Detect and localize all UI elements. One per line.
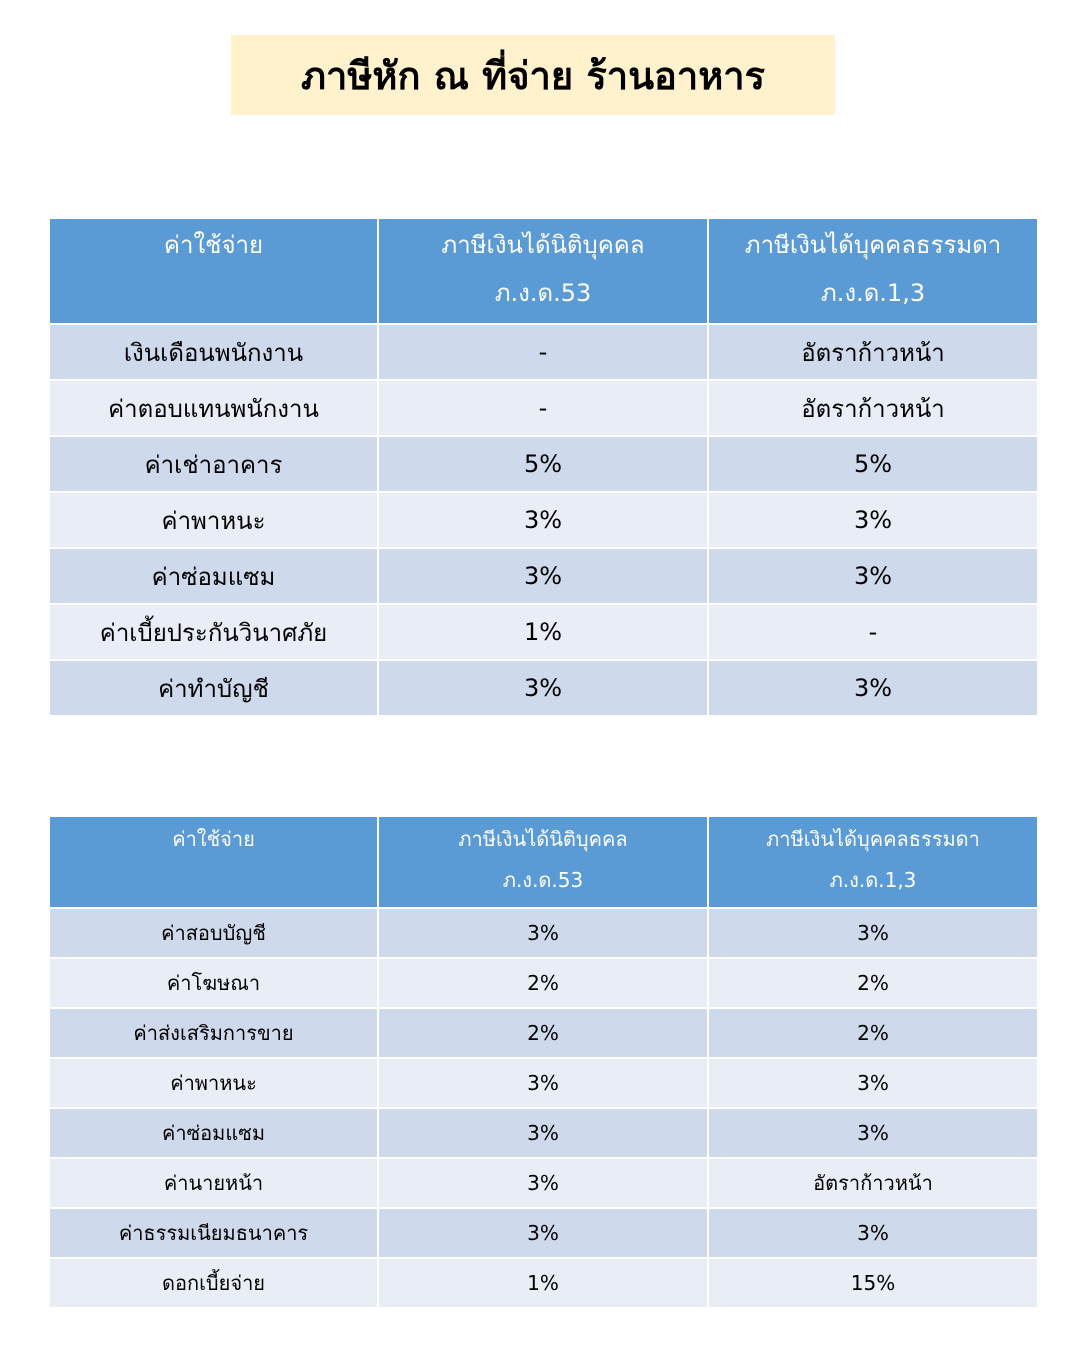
- header-expense: [49, 816, 378, 908]
- header-corporate-tax: [378, 816, 708, 908]
- table-row: [49, 604, 1038, 660]
- expense-cell: ค่าส่งเสริมการขาย: [49, 1008, 378, 1058]
- personal-rate-cell: 3%: [708, 908, 1038, 958]
- corporate-rate-cell: 3%: [378, 548, 708, 604]
- header-form: ภ.ง.ด.53: [502, 868, 584, 892]
- expense-cell: ค่าพาหนะ: [49, 1058, 378, 1108]
- corporate-rate-cell: 3%: [378, 1208, 708, 1258]
- withholding-tax-table-2: [48, 815, 1039, 1309]
- expense-cell: ค่านายหน้า: [49, 1158, 378, 1208]
- personal-rate-cell: 2%: [708, 958, 1038, 1008]
- personal-rate-cell: อัตราก้าวหน้า: [708, 324, 1038, 380]
- withholding-tax-table-1: [48, 217, 1039, 717]
- expense-cell: ค่าพาหนะ: [49, 492, 378, 548]
- corporate-rate-cell: -: [378, 380, 708, 436]
- header-line: ค่าใช้จ่าย: [172, 827, 255, 851]
- table-row: [49, 324, 1038, 380]
- header-line: ภาษีเงินได้นิติบุคคล: [458, 827, 628, 851]
- expense-cell: ค่าซ่อมแซม: [49, 548, 378, 604]
- expense-cell: ค่าธรรมเนียมธนาคาร: [49, 1208, 378, 1258]
- table-row: [49, 380, 1038, 436]
- expense-cell: เงินเดือนพนักงาน: [49, 324, 378, 380]
- personal-rate-cell: 3%: [708, 1058, 1038, 1108]
- corporate-rate-cell: 1%: [378, 604, 708, 660]
- corporate-rate-cell: 3%: [378, 1108, 708, 1158]
- expense-cell: ค่าโฆษณา: [49, 958, 378, 1008]
- corporate-rate-cell: 2%: [378, 958, 708, 1008]
- corporate-rate-cell: 1%: [378, 1258, 708, 1308]
- corporate-rate-cell: 3%: [378, 1058, 708, 1108]
- corporate-rate-cell: 3%: [378, 492, 708, 548]
- expense-cell: ค่าทำบัญชี: [49, 660, 378, 716]
- corporate-rate-cell: 2%: [378, 1008, 708, 1058]
- personal-rate-cell: 3%: [708, 492, 1038, 548]
- header-form: ภ.ง.ด.53: [494, 279, 592, 307]
- header-expense: [49, 218, 378, 324]
- table-row: [49, 492, 1038, 548]
- page-title: ภาษีหัก ณ ที่จ่าย ร้านอาหาร: [300, 53, 766, 98]
- personal-rate-cell: อัตราก้าวหน้า: [708, 1158, 1038, 1208]
- personal-rate-cell: 3%: [708, 548, 1038, 604]
- table-header-row: [49, 218, 1038, 324]
- personal-rate-cell: 3%: [708, 660, 1038, 716]
- table-row: [49, 1108, 1038, 1158]
- corporate-rate-cell: -: [378, 324, 708, 380]
- header-form: ภ.ง.ด.1,3: [820, 279, 926, 307]
- table-row: [49, 958, 1038, 1008]
- corporate-rate-cell: 3%: [378, 908, 708, 958]
- header-corporate-tax: [378, 218, 708, 324]
- table-row: [49, 1058, 1038, 1108]
- header-line: ค่าใช้จ่าย: [163, 231, 264, 259]
- table-row: [49, 1008, 1038, 1058]
- header-line: ภาษีเงินได้นิติบุคคล: [441, 231, 645, 259]
- header-personal-tax: [708, 816, 1038, 908]
- personal-rate-cell: -: [708, 604, 1038, 660]
- table-row: [49, 660, 1038, 716]
- table-row: [49, 1258, 1038, 1308]
- table-header-row: [49, 816, 1038, 908]
- expense-cell: ดอกเบี้ยจ่าย: [49, 1258, 378, 1308]
- table-row: [49, 436, 1038, 492]
- table-row: [49, 908, 1038, 958]
- personal-rate-cell: 5%: [708, 436, 1038, 492]
- expense-cell: ค่าเช่าอาคาร: [49, 436, 378, 492]
- expense-cell: ค่าสอบบัญชี: [49, 908, 378, 958]
- personal-rate-cell: 3%: [708, 1208, 1038, 1258]
- table-row: [49, 548, 1038, 604]
- header-line: ภาษีเงินได้บุคคลธรรมดา: [766, 827, 980, 851]
- corporate-rate-cell: 5%: [378, 436, 708, 492]
- expense-cell: ค่าตอบแทนพนักงาน: [49, 380, 378, 436]
- personal-rate-cell: 15%: [708, 1258, 1038, 1308]
- header-line: ภาษีเงินได้บุคคลธรรมดา: [744, 231, 1002, 259]
- table-row: [49, 1158, 1038, 1208]
- table-row: [49, 1208, 1038, 1258]
- personal-rate-cell: 2%: [708, 1008, 1038, 1058]
- page-title-box: [231, 35, 835, 115]
- personal-rate-cell: อัตราก้าวหน้า: [708, 380, 1038, 436]
- corporate-rate-cell: 3%: [378, 660, 708, 716]
- personal-rate-cell: 3%: [708, 1108, 1038, 1158]
- header-personal-tax: [708, 218, 1038, 324]
- corporate-rate-cell: 3%: [378, 1158, 708, 1208]
- header-form: ภ.ง.ด.1,3: [829, 868, 917, 892]
- expense-cell: ค่าซ่อมแซม: [49, 1108, 378, 1158]
- expense-cell: ค่าเบี้ยประกันวินาศภัย: [49, 604, 378, 660]
